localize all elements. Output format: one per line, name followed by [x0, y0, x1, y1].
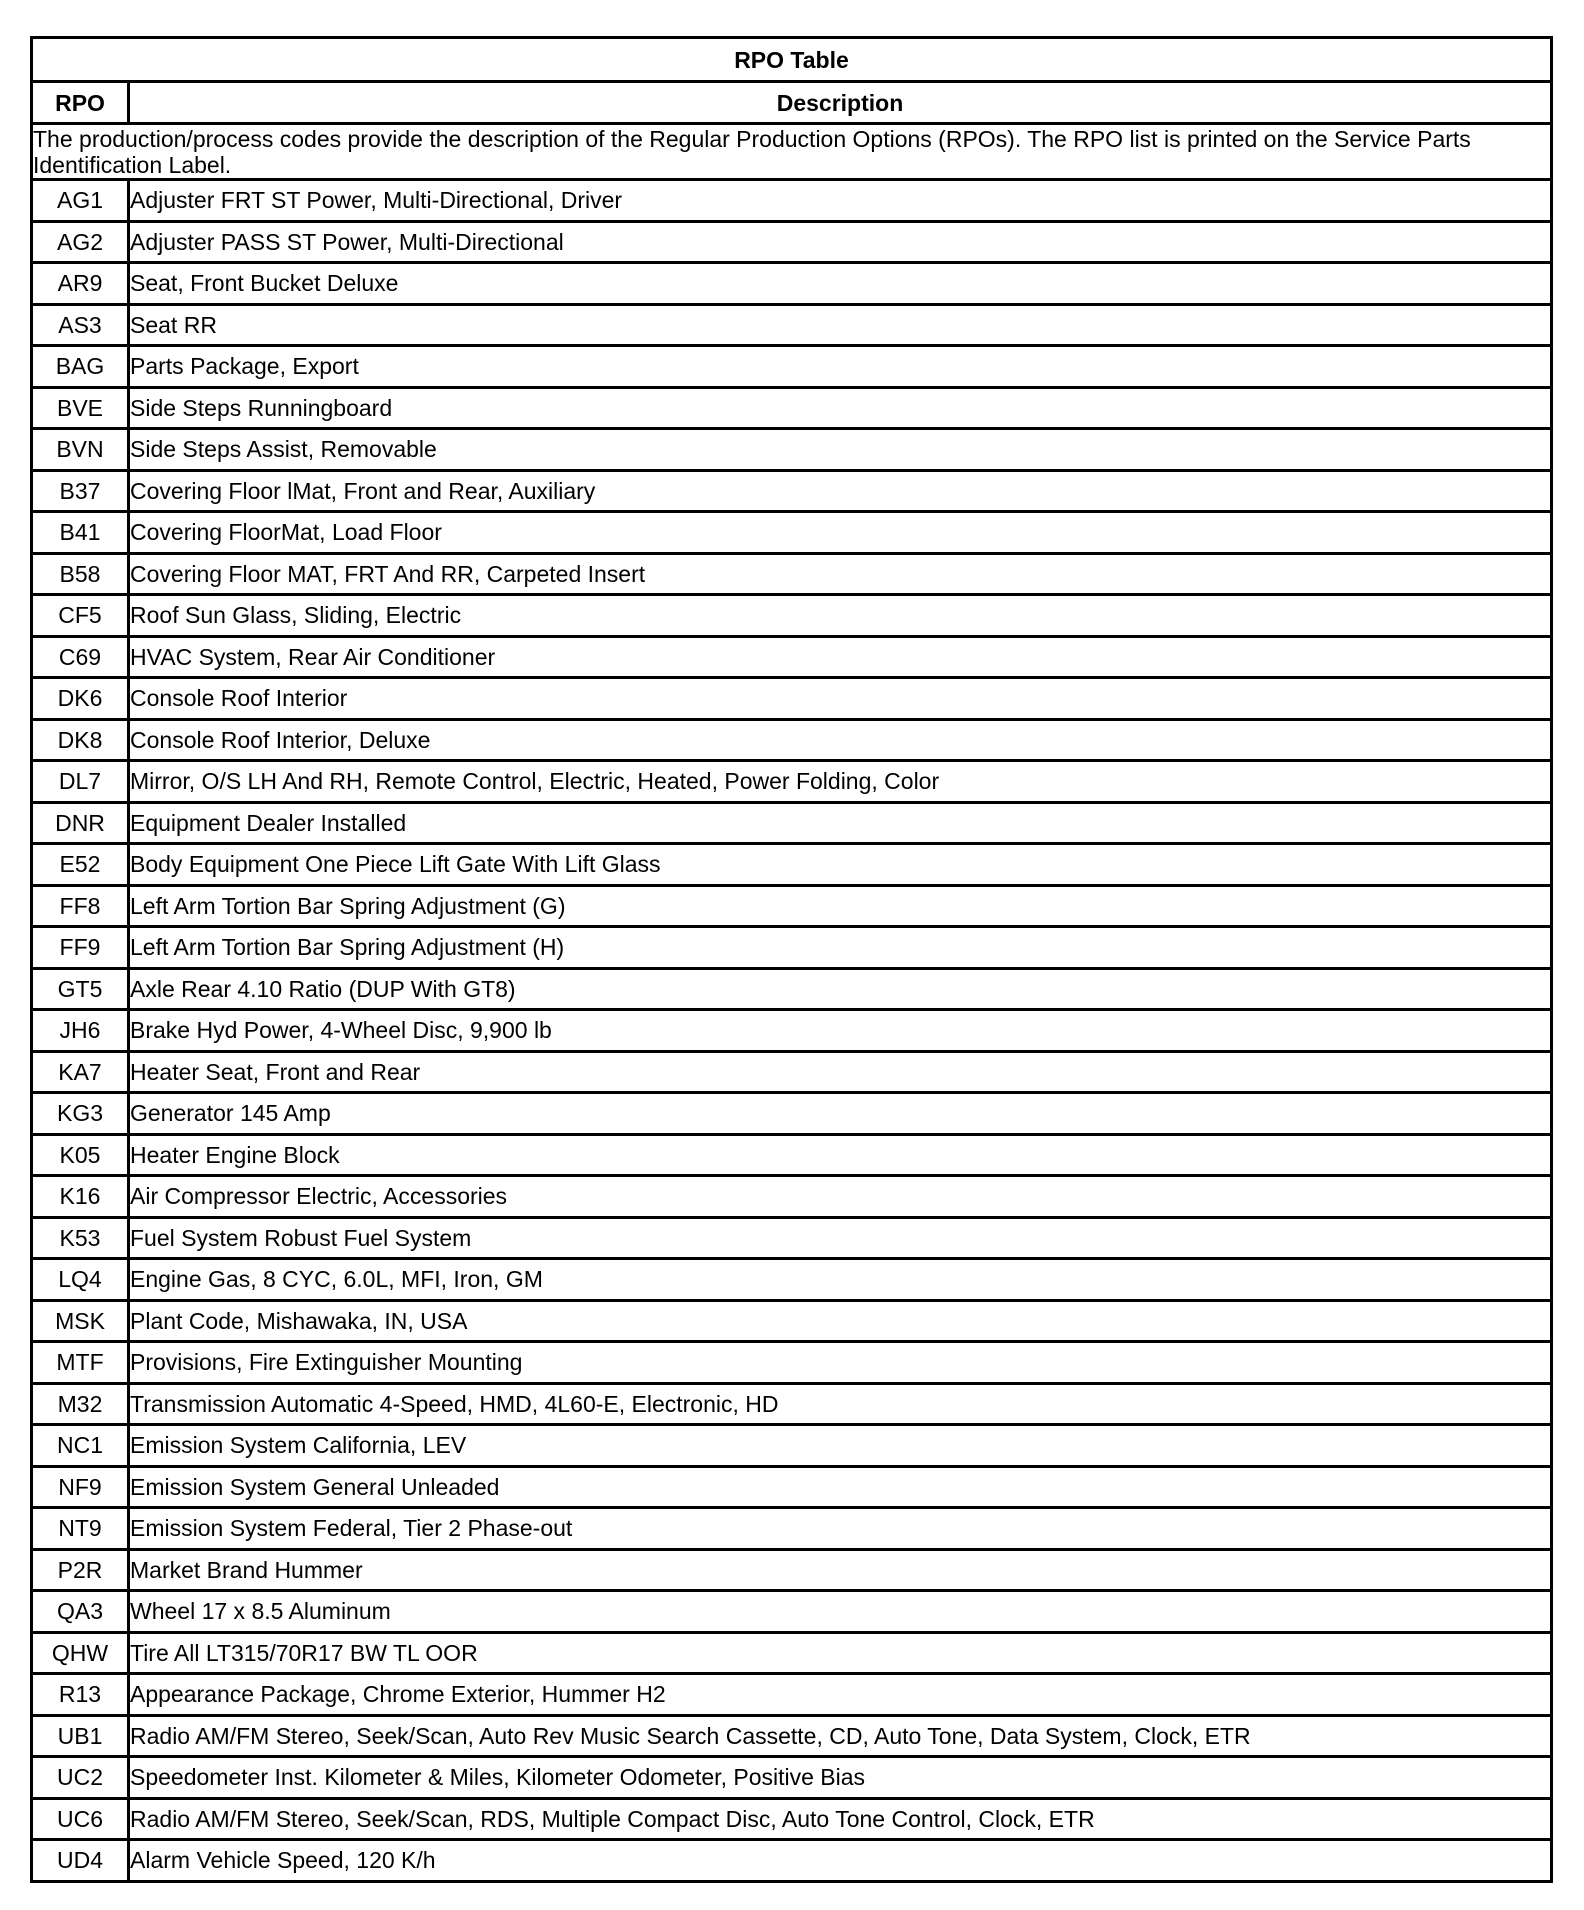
rpo-code-cell: MTF [32, 1342, 129, 1384]
table-row [32, 1591, 1552, 1633]
table-row [32, 1010, 1552, 1052]
rpo-description-cell: Emission System California, LEV [129, 1425, 1552, 1467]
rpo-code-cell: GT5 [32, 968, 129, 1010]
rpo-code-cell: B37 [32, 470, 129, 512]
rpo-description-cell: Radio AM/FM Stereo, Seek/Scan, RDS, Multiple Compact Disc, Auto Tone Control, Clock, ETR [129, 1798, 1552, 1840]
rpo-code-cell: BAG [32, 346, 129, 388]
rpo-description-cell: Left Arm Tortion Bar Spring Adjustment (H) [129, 927, 1552, 969]
rpo-description-cell: Mirror, O/S LH And RH, Remote Control, Electric, Heated, Power Folding, Color [129, 761, 1552, 803]
table-row [32, 678, 1552, 720]
rpo-code-cell: B58 [32, 553, 129, 595]
table-title: RPO Table [32, 38, 1552, 82]
rpo-description-cell: Fuel System Robust Fuel System [129, 1217, 1552, 1259]
rpo-description-cell: Side Steps Runningboard [129, 387, 1552, 429]
rpo-description-cell: Radio AM/FM Stereo, Seek/Scan, Auto Rev Music Search Cassette, CD, Auto Tone, Data System, Clock, ETR [129, 1715, 1552, 1757]
rpo-code-cell: BVN [32, 429, 129, 471]
rpo-description-cell: Brake Hyd Power, 4-Wheel Disc, 9,900 lb [129, 1010, 1552, 1052]
rpo-code-cell: K53 [32, 1217, 129, 1259]
rpo-code-cell: UD4 [32, 1840, 129, 1882]
table-row [32, 1217, 1552, 1259]
table-row [32, 512, 1552, 554]
rpo-description-cell: HVAC System, Rear Air Conditioner [129, 636, 1552, 678]
rpo-code-cell: FF9 [32, 927, 129, 969]
rpo-code-cell: AG2 [32, 221, 129, 263]
rpo-description-cell: Body Equipment One Piece Lift Gate With Lift Glass [129, 844, 1552, 886]
table-row [32, 719, 1552, 761]
table-row [32, 885, 1552, 927]
rpo-code-cell: B41 [32, 512, 129, 554]
rpo-description-cell: Plant Code, Mishawaka, IN, USA [129, 1300, 1552, 1342]
rpo-code-cell: NF9 [32, 1466, 129, 1508]
rpo-description-cell: Console Roof Interior [129, 678, 1552, 720]
rpo-code-cell: JH6 [32, 1010, 129, 1052]
rpo-code-cell: K16 [32, 1176, 129, 1218]
rpo-table [30, 36, 1553, 1883]
rpo-description-cell: Emission System General Unleaded [129, 1466, 1552, 1508]
rpo-description-cell: Seat RR [129, 304, 1552, 346]
table-row [32, 927, 1552, 969]
rpo-description-cell: Market Brand Hummer [129, 1549, 1552, 1591]
table-row [32, 1134, 1552, 1176]
column-header-rpo: RPO [32, 82, 129, 124]
table-row [32, 553, 1552, 595]
rpo-description-cell: Seat, Front Bucket Deluxe [129, 263, 1552, 305]
table-row [32, 1508, 1552, 1550]
rpo-code-cell: AS3 [32, 304, 129, 346]
rpo-code-cell: QA3 [32, 1591, 129, 1633]
rpo-code-cell: E52 [32, 844, 129, 886]
rpo-code-cell: UC2 [32, 1757, 129, 1799]
table-body [32, 124, 1552, 1882]
table-row [32, 304, 1552, 346]
rpo-code-cell: AG1 [32, 180, 129, 222]
rpo-description-cell: Provisions, Fire Extinguisher Mounting [129, 1342, 1552, 1384]
table-row [32, 802, 1552, 844]
rpo-description-cell: Covering Floor MAT, FRT And RR, Carpeted Insert [129, 553, 1552, 595]
table-row [32, 1259, 1552, 1301]
rpo-description-cell: Emission System Federal, Tier 2 Phase-out [129, 1508, 1552, 1550]
table-row [32, 1342, 1552, 1384]
rpo-description-cell: Left Arm Tortion Bar Spring Adjustment (G) [129, 885, 1552, 927]
rpo-description-cell: Equipment Dealer Installed [129, 802, 1552, 844]
table-row [32, 844, 1552, 886]
table-row [32, 1466, 1552, 1508]
rpo-code-cell: C69 [32, 636, 129, 678]
rpo-description-cell: Covering Floor lMat, Front and Rear, Auxiliary [129, 470, 1552, 512]
rpo-description-cell: Covering FloorMat, Load Floor [129, 512, 1552, 554]
rpo-description-cell: Air Compressor Electric, Accessories [129, 1176, 1552, 1218]
table-row [32, 1757, 1552, 1799]
table-row [32, 180, 1552, 222]
rpo-description-cell: Alarm Vehicle Speed, 120 K/h [129, 1840, 1552, 1882]
rpo-code-cell: NT9 [32, 1508, 129, 1550]
intro-row [32, 124, 1552, 180]
rpo-code-cell: MSK [32, 1300, 129, 1342]
table-row [32, 1549, 1552, 1591]
rpo-description-cell: Adjuster FRT ST Power, Multi-Directional, Driver [129, 180, 1552, 222]
column-header-description: Description [129, 82, 1552, 124]
table-row [32, 595, 1552, 637]
table-row [32, 1176, 1552, 1218]
table-row [32, 636, 1552, 678]
rpo-code-cell: AR9 [32, 263, 129, 305]
table-row [32, 968, 1552, 1010]
table-row [32, 1715, 1552, 1757]
rpo-code-cell: UC6 [32, 1798, 129, 1840]
table-row [32, 346, 1552, 388]
rpo-code-cell: CF5 [32, 595, 129, 637]
rpo-code-cell: DNR [32, 802, 129, 844]
rpo-description-cell: Speedometer Inst. Kilometer & Miles, Kilometer Odometer, Positive Bias [129, 1757, 1552, 1799]
rpo-description-cell: Console Roof Interior, Deluxe [129, 719, 1552, 761]
rpo-code-cell: KA7 [32, 1051, 129, 1093]
rpo-description-cell: Parts Package, Export [129, 346, 1552, 388]
rpo-description-cell: Appearance Package, Chrome Exterior, Hummer H2 [129, 1674, 1552, 1716]
rpo-description-cell: Roof Sun Glass, Sliding, Electric [129, 595, 1552, 637]
rpo-code-cell: DK8 [32, 719, 129, 761]
rpo-description-cell: Wheel 17 x 8.5 Aluminum [129, 1591, 1552, 1633]
table-row [32, 1425, 1552, 1467]
table-row [32, 263, 1552, 305]
table-row [32, 1383, 1552, 1425]
rpo-code-cell: BVE [32, 387, 129, 429]
rpo-description-cell: Heater Engine Block [129, 1134, 1552, 1176]
table-row [32, 387, 1552, 429]
rpo-code-cell: QHW [32, 1632, 129, 1674]
rpo-code-cell: DL7 [32, 761, 129, 803]
table-row [32, 221, 1552, 263]
table-header-row [32, 82, 1552, 124]
rpo-code-cell: M32 [32, 1383, 129, 1425]
rpo-code-cell: KG3 [32, 1093, 129, 1135]
rpo-description-cell: Engine Gas, 8 CYC, 6.0L, MFI, Iron, GM [129, 1259, 1552, 1301]
rpo-code-cell: DK6 [32, 678, 129, 720]
rpo-code-cell: K05 [32, 1134, 129, 1176]
rpo-code-cell: NC1 [32, 1425, 129, 1467]
rpo-description-cell: Transmission Automatic 4-Speed, HMD, 4L60-E, Electronic, HD [129, 1383, 1552, 1425]
rpo-code-cell: FF8 [32, 885, 129, 927]
table-row [32, 761, 1552, 803]
rpo-description-cell: Tire All LT315/70R17 BW TL OOR [129, 1632, 1552, 1674]
table-row [32, 429, 1552, 471]
table-row [32, 1840, 1552, 1882]
intro-text: The production/process codes provide the description of the Regular Production Options (RPOs). The RPO list is printed on the Service Parts Identification Label. [32, 124, 1552, 180]
rpo-code-cell: P2R [32, 1549, 129, 1591]
rpo-description-cell: Side Steps Assist, Removable [129, 429, 1552, 471]
table-row [32, 1674, 1552, 1716]
table-row [32, 470, 1552, 512]
rpo-code-cell: UB1 [32, 1715, 129, 1757]
table-row [32, 1632, 1552, 1674]
rpo-description-cell: Generator 145 Amp [129, 1093, 1552, 1135]
table-title-row [32, 38, 1552, 82]
table-row [32, 1798, 1552, 1840]
table-row [32, 1093, 1552, 1135]
table-row [32, 1300, 1552, 1342]
rpo-code-cell: R13 [32, 1674, 129, 1716]
rpo-description-cell: Axle Rear 4.10 Ratio (DUP With GT8) [129, 968, 1552, 1010]
table-row [32, 1051, 1552, 1093]
rpo-code-cell: LQ4 [32, 1259, 129, 1301]
rpo-description-cell: Heater Seat, Front and Rear [129, 1051, 1552, 1093]
rpo-description-cell: Adjuster PASS ST Power, Multi-Directional [129, 221, 1552, 263]
